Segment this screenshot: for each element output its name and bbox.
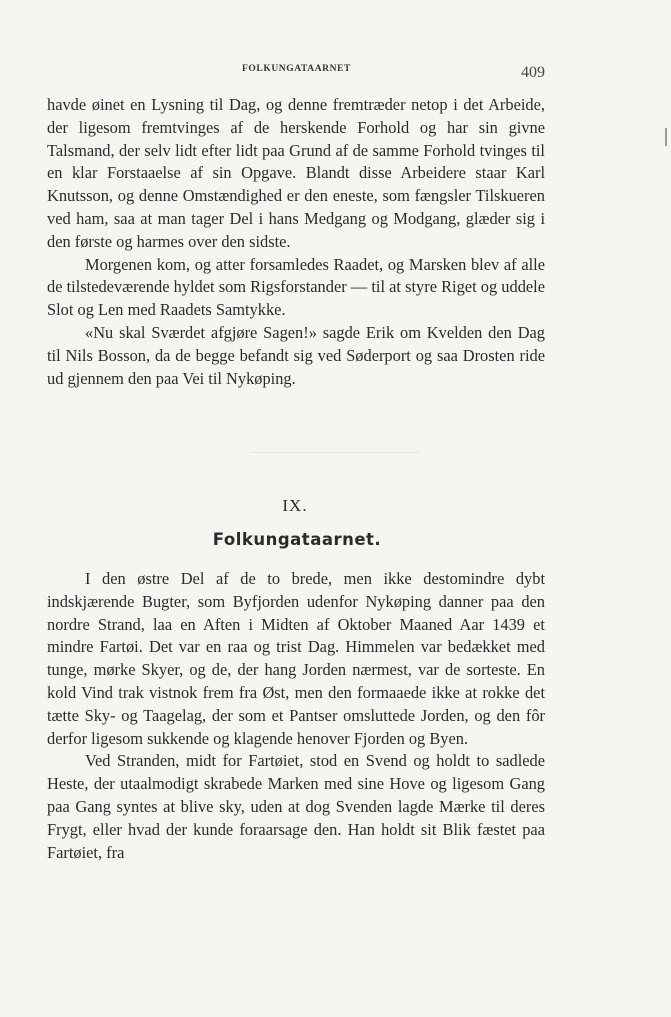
running-head bbox=[48, 64, 545, 86]
page-number: 409 bbox=[521, 64, 545, 81]
section-one-text bbox=[47, 94, 545, 390]
running-title: FOLKUNGATAARNET bbox=[242, 64, 351, 74]
section-divider bbox=[250, 452, 420, 453]
paragraph: «Nu skal Sværdet afgjøre Sagen!» sagde Erik om Kvelden den Dag til Nils Bosson, da de begge befandt sig ved Søderport og saa Drosten ride ud gjennem den paa Vei til Nykøping. bbox=[47, 322, 545, 388]
paragraph: Morgenen kom, og atter forsamledes Raadet, og Marsken blev af alle de tilstedeværende hyldet som Rigsforstander — til at styre Riget og uddele Slot og Len med Raadets Samtykke. bbox=[47, 254, 545, 320]
paragraph: havde øinet en Lysning til Dag, og denne fremtræder netop i det Arbeide, der ligesom fremtvinges af de herskende Forhold og har sin givne Talsmand, der selv lidt efter lidt paa Grund af de samme Forhold tvinges til en klar Forstaaelse af sin Opgave. Blandt disse Arbeidere staar Karl Knutsson, og denne Omstændighed er den eneste, som fængsler Tilskueren ved ham, saa at man tager Del i hans Medgang og Modgang, glæder sig i den første og harmes over den sidste. bbox=[47, 95, 545, 251]
paragraph: I den østre Del af de to brede, men ikke destomindre dybt indskjærende Bugter, som Byfjorden udenfor Nykøping danner paa den nordre Strand, laa en Aften i Midten af Oktober Maaned Aar 1439 et mindre Fartøi. Det var en raa og trist Dag. Himmelen var bedækket med tunge, mørke Skyer, og de, der hang Jorden nærmest, var de sorteste. En kold Vind trak vistnok frem fra Øst, men den formaaede ikke at rokke det tætte Sky- og Taagelag, der som et Pantser omsluttede Jorden, og den fôr derfor ligesom sukkende og klagende henover Fjorden og Byen. bbox=[47, 569, 545, 748]
chapter-number: IX. bbox=[282, 496, 308, 515]
chapter-title: Folkungataarnet. bbox=[212, 530, 382, 549]
margin-mark bbox=[665, 128, 667, 146]
section-two-text bbox=[47, 568, 545, 864]
paragraph: Ved Stranden, midt for Fartøiet, stod en Svend og holdt to sadlede Heste, der utaalmodigt skrabede Marken med sine Hove og ligesom Gang paa Gang syntes at blive sky, uden at dog Svenden lagde Mærke til deres Frygt, eller hvad der kunde foraarsage den. Han holdt sit Blik fæstet paa Fartøiet, fra bbox=[47, 751, 545, 862]
